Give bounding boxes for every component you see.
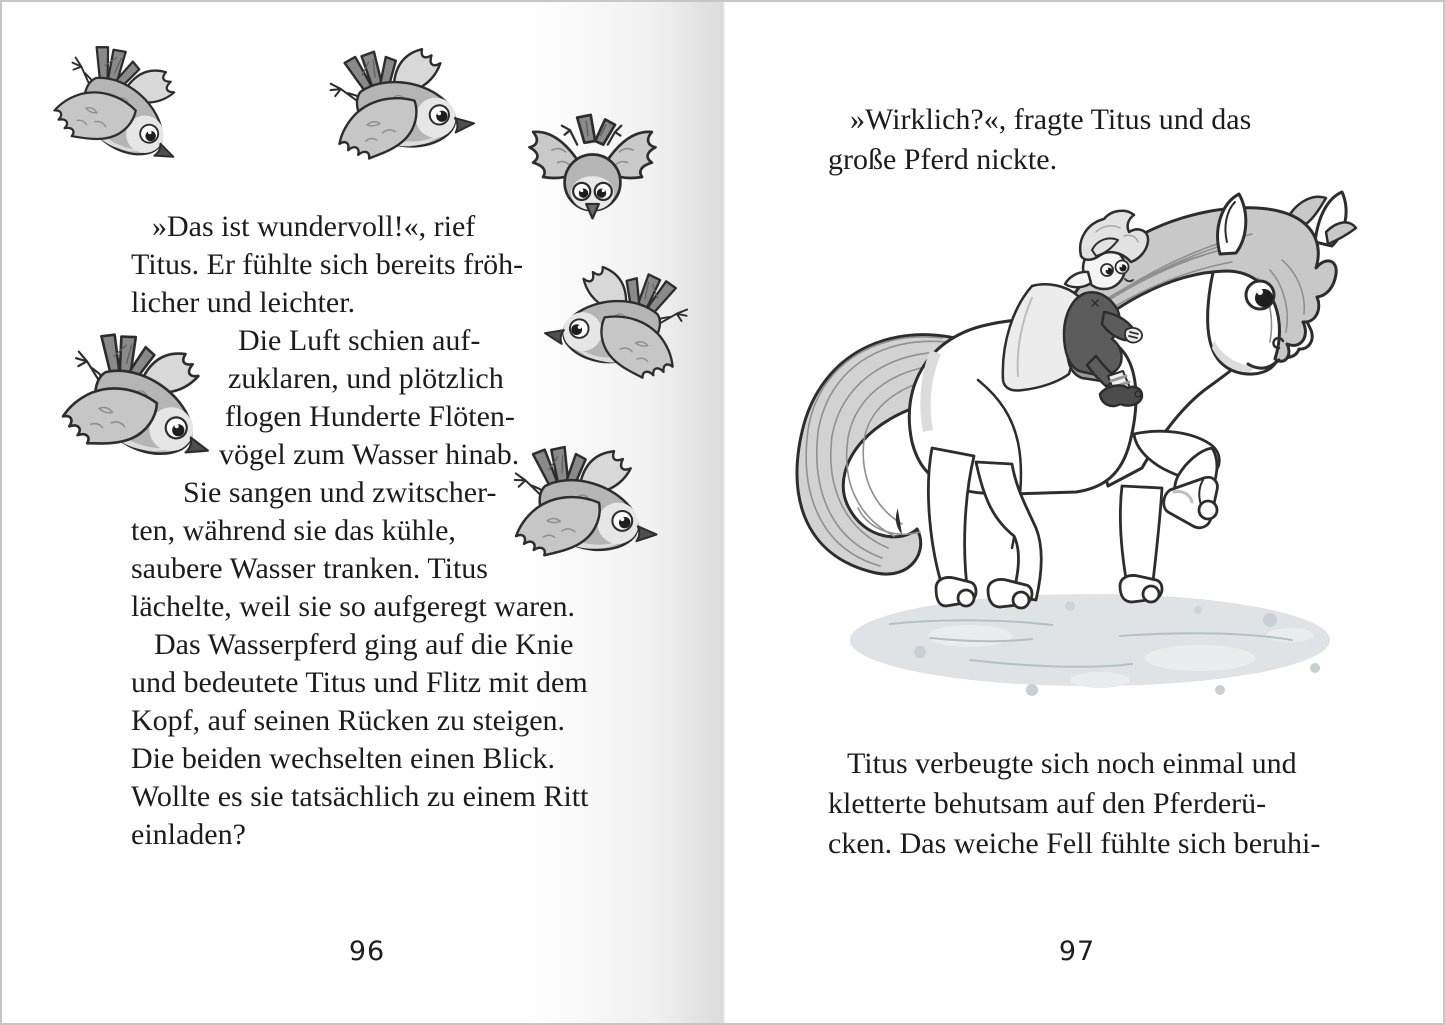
text-line: cken. Das weiche Fell fühlte sich beruhi-: [828, 827, 1321, 860]
page-number-left: 96: [348, 936, 386, 967]
left-page-text: [131, 208, 588, 854]
text-line: flogen Hunderte Flöten-: [225, 400, 515, 433]
text-line: vögel zum Wasser hinab.: [219, 438, 520, 471]
pointed-ear: [1065, 272, 1091, 287]
bird-illustration-top-center: [318, 48, 478, 176]
left-page: [2, 2, 723, 1023]
text-line: und bedeutete Titus und Flitz mit dem: [131, 666, 588, 699]
text-line: ten, während sie das kühle,: [131, 514, 456, 547]
text-line: lächelte, weil sie so aufgeregt waren.: [131, 590, 575, 623]
text-line: Kopf, auf seinen Rücken zu steigen.: [131, 704, 566, 737]
text-line: Sie sangen und zwitscher-: [183, 476, 497, 509]
text-line: saubere Wasser tranken. Titus: [131, 552, 488, 585]
right-page: [725, 2, 1443, 1023]
text-line: zuklaren, und plötzlich: [228, 362, 504, 395]
horse-illustration: [770, 190, 1400, 710]
text-line: Titus verbeugte sich noch einmal und: [847, 747, 1297, 780]
text-line: Das Wasserpferd ging auf die Knie: [154, 628, 574, 661]
horse-front-leg: [1120, 486, 1162, 602]
text-line: Die beiden wechselten einen Blick.: [131, 742, 556, 775]
text-line: einladen?: [131, 818, 246, 851]
text-line: licher und leichter.: [131, 286, 356, 319]
bird-illustration-top-left: [42, 52, 192, 172]
text-line: Die Luft schien auf-: [238, 324, 481, 357]
puddle: [850, 594, 1330, 696]
text-line: große Pferd nickte.: [828, 143, 1058, 176]
text-line: kletterte behutsam auf den Pferderü-: [828, 787, 1267, 820]
horse-left-ear: [1218, 194, 1246, 254]
right-page-text-bottom: [828, 744, 1320, 864]
text-line: »Wirklich?«, fragte Titus und das: [850, 103, 1252, 136]
hand: [1125, 328, 1142, 343]
text-line: »Das ist wundervoll!«, rief: [152, 210, 476, 243]
text-line: Titus. Er fühlte sich bereits fröh-: [131, 248, 524, 281]
text-line: Wollte es sie tatsächlich zu einem Ritt: [131, 780, 589, 813]
page-number-right: 97: [1058, 936, 1096, 967]
right-page-text-top: [828, 100, 1251, 180]
